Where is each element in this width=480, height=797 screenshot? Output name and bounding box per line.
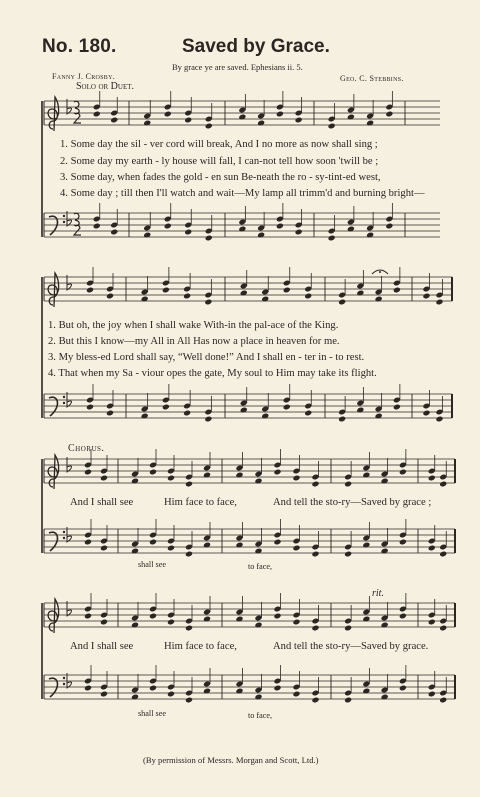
note-head <box>304 293 312 300</box>
note-head <box>439 625 447 632</box>
note-head <box>428 619 436 626</box>
note-head <box>100 475 108 482</box>
hymn-title: Saved by Grace. <box>182 36 330 57</box>
note-head <box>399 539 407 546</box>
note-head <box>205 235 213 242</box>
note-head <box>93 223 101 230</box>
note-head <box>344 697 352 704</box>
author-credit: Fanny J. Crosby. <box>52 72 116 81</box>
note-head <box>399 685 407 692</box>
note-head <box>428 545 436 552</box>
bass-clef-dot <box>63 396 65 398</box>
note-head <box>399 469 407 476</box>
note-head <box>183 293 191 300</box>
verse-line: 4. That when my Sa - viour opes the gate, My soul to Him may take its flight. <box>48 368 377 379</box>
bass-clef-dot <box>63 677 65 679</box>
note-head <box>273 613 281 620</box>
note-head <box>399 613 407 620</box>
note-head <box>385 223 393 230</box>
note-head <box>385 111 393 118</box>
note-head <box>185 697 193 704</box>
treble-clef-icon <box>48 97 59 131</box>
note-head <box>344 625 352 632</box>
chorus-lyric: And I shall see <box>70 497 134 508</box>
voicing-label: Solo or Duet. <box>76 81 135 92</box>
ritardando-mark: rit. <box>372 588 384 599</box>
verse-line: 3. Some day, when fades the gold - en sun Be-neath the ro - sy-tint-ed west, <box>60 172 381 183</box>
note-head <box>84 685 92 692</box>
note-head <box>204 299 212 306</box>
treble-clef-icon <box>48 455 59 489</box>
chorus-lyric: And tell the sto-ry—Saved by grace ; <box>273 497 432 508</box>
note-head <box>167 545 175 552</box>
note-head <box>100 545 108 552</box>
note-head <box>422 410 430 417</box>
note-head <box>295 229 303 236</box>
note-head <box>110 117 118 124</box>
note-head <box>428 691 436 698</box>
note-head <box>149 469 157 476</box>
note-head <box>292 619 300 626</box>
note-head <box>292 475 300 482</box>
note-head <box>311 551 319 558</box>
note-head <box>167 475 175 482</box>
note-head <box>164 223 172 230</box>
bass-clef-dot <box>63 531 65 533</box>
time-signature-icon <box>74 113 81 123</box>
note-head <box>283 287 291 294</box>
note-head <box>276 223 284 230</box>
bass-lyric: to face, <box>248 562 273 571</box>
note-head <box>185 481 193 488</box>
verse-line: 1. But oh, the joy when I shall wake With-in the pal-ace of the King. <box>48 320 339 331</box>
note-head <box>100 619 108 626</box>
treble-clef-icon <box>48 273 59 307</box>
note-head <box>149 613 157 620</box>
note-head <box>292 545 300 552</box>
chorus-lyric: And I shall see <box>70 641 134 652</box>
note-head <box>167 691 175 698</box>
bass-lyric: shall see <box>138 709 166 718</box>
verse-line: 4. Some day ; till then I'll watch and wait—My lamp all trimm'd and burning bright— <box>60 188 425 199</box>
note-head <box>328 235 336 242</box>
verse-line: 3. My bless-ed Lord shall say, “Well done!” And I shall en - ter in - to rest. <box>48 352 365 363</box>
note-head <box>84 539 92 546</box>
note-head <box>283 404 291 411</box>
bass-clef-dot <box>63 221 65 223</box>
note-head <box>185 551 193 558</box>
note-head <box>204 416 212 423</box>
bass-lyric: to face, <box>248 711 273 720</box>
note-head <box>184 229 192 236</box>
bass-clef-dot <box>63 537 65 539</box>
fermata-dot <box>379 271 381 273</box>
note-head <box>84 469 92 476</box>
verse-line: 2. Some day my earth - ly house will fall, I can-not tell how soon 'twill be ; <box>60 156 379 167</box>
hymn-number: No. 180. <box>42 36 117 57</box>
note-head <box>311 481 319 488</box>
note-head <box>338 299 346 306</box>
note-head <box>86 287 94 294</box>
chorus-lyric: Him face to face, <box>164 497 237 508</box>
note-head <box>273 685 281 692</box>
composer-credit: Geo. C. Stebbins. <box>340 74 404 83</box>
note-head <box>205 123 213 130</box>
bass-clef-dot <box>63 683 65 685</box>
verse-line: 2. But this I know—my All in All Has now a place in heaven for me. <box>48 336 340 347</box>
note-head <box>439 481 447 488</box>
chorus-label: Chorus. <box>68 443 105 454</box>
note-head <box>393 287 401 294</box>
note-head <box>292 691 300 698</box>
note-head <box>273 539 281 546</box>
note-head <box>276 111 284 118</box>
note-head <box>149 539 157 546</box>
note-head <box>311 625 319 632</box>
verse-line: 1. Some day the sil - ver cord will break, And I no more as now shall sing ; <box>60 139 378 150</box>
time-signature-icon <box>74 225 81 235</box>
note-head <box>100 691 108 698</box>
epigraph: By grace ye are saved. Ephesians ii. 5. <box>172 62 303 72</box>
note-head <box>106 410 114 417</box>
note-head <box>304 410 312 417</box>
note-head <box>295 117 303 124</box>
note-head <box>86 404 94 411</box>
note-head <box>435 299 443 306</box>
time-signature-icon <box>74 101 79 113</box>
bass-clef-dot <box>63 402 65 404</box>
note-head <box>149 685 157 692</box>
note-head <box>93 111 101 118</box>
note-head <box>439 697 447 704</box>
note-head <box>106 293 114 300</box>
note-head <box>110 229 118 236</box>
chorus-lyric: Him face to face, <box>164 641 237 652</box>
time-signature-icon <box>74 213 79 225</box>
note-head <box>435 416 443 423</box>
note-head <box>344 551 352 558</box>
note-head <box>344 481 352 488</box>
permission-footer: (By permission of Messrs. Morgan and Scott, Ltd.) <box>143 755 319 765</box>
note-head <box>422 293 430 300</box>
note-head <box>393 404 401 411</box>
note-head <box>439 551 447 558</box>
note-head <box>167 619 175 626</box>
note-head <box>183 410 191 417</box>
chorus-lyric: And tell the sto-ry—Saved by grace. <box>273 641 429 652</box>
note-head <box>428 475 436 482</box>
note-head <box>184 117 192 124</box>
note-head <box>84 613 92 620</box>
bass-lyric: shall see <box>138 560 166 569</box>
note-head <box>164 111 172 118</box>
note-head <box>311 697 319 704</box>
note-head <box>185 625 193 632</box>
note-head <box>273 469 281 476</box>
note-head <box>328 123 336 130</box>
note-head <box>162 287 170 294</box>
treble-clef-icon <box>48 599 59 633</box>
note-head <box>162 404 170 411</box>
note-head <box>338 416 346 423</box>
bass-clef-dot <box>63 215 65 217</box>
